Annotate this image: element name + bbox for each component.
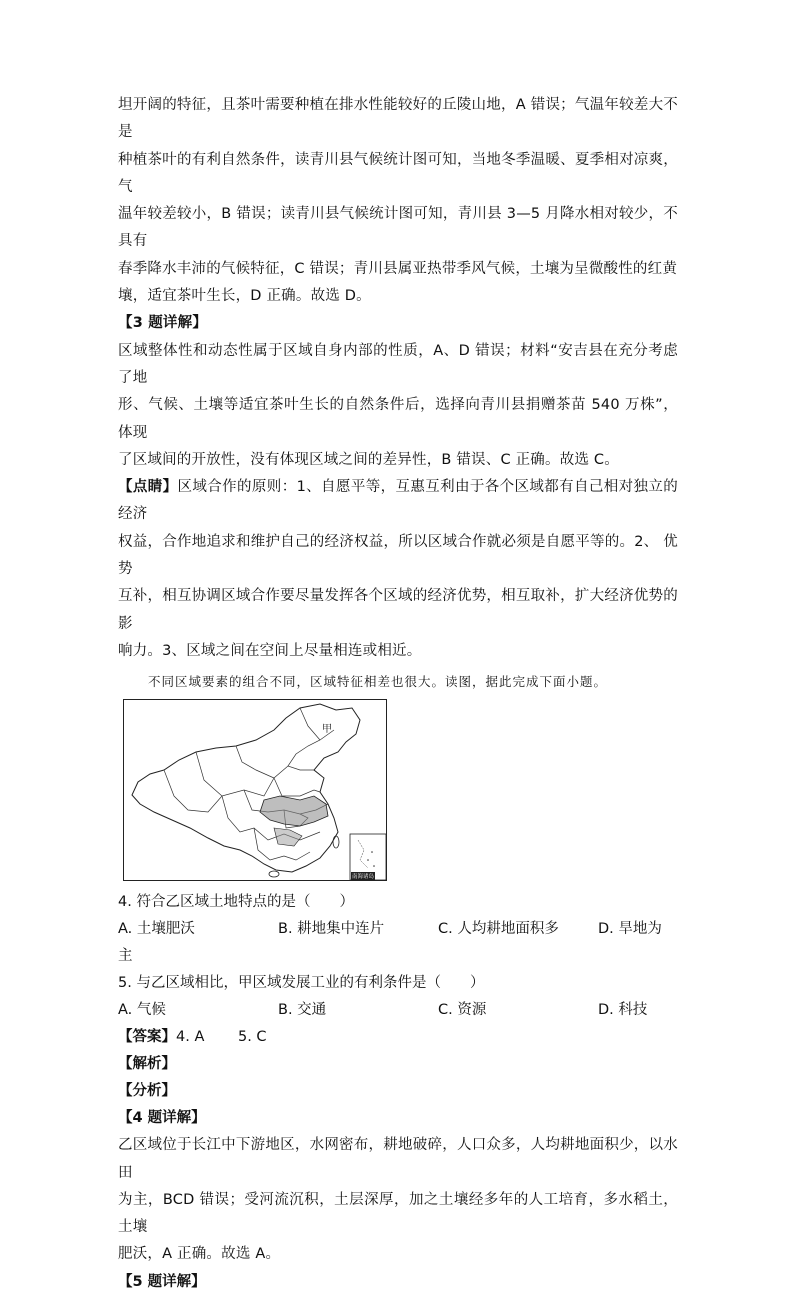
option-d: D. 科技 xyxy=(598,1002,648,1019)
fenxi-heading: 【分析】 xyxy=(118,1083,176,1100)
text-line: 春季降水丰沛的气候特征，C 错误；青川县属亚热带季风气候，土壤为呈微酸性的红黄 xyxy=(118,260,678,277)
option-b: B. 耕地集中连片 xyxy=(278,921,385,938)
text-line: 温年较差较小，B 错误；读青川县气候统计图可知，青川县 3—5 月降水相对较少，不具有 xyxy=(118,206,678,250)
region-label-jia: 甲 xyxy=(322,724,332,736)
question-4-options xyxy=(118,916,678,943)
answer-label: 【答案】 xyxy=(118,1029,176,1046)
question-intro: 不同区域要素的组合不同，区域特征相差也很大。读图，据此完成下面小题。 xyxy=(148,674,608,690)
option-a: A. 气候 xyxy=(118,1002,166,1019)
china-map-figure xyxy=(123,699,387,881)
question-5-stem: 5. 与乙区域相比，甲区域发展工业的有利条件是（ ） xyxy=(118,975,485,992)
paragraph-dianjing xyxy=(118,474,678,665)
option-c: C. 人均耕地面积多 xyxy=(438,921,559,938)
question-4-stem: 4. 符合乙区域土地特点的是（ ） xyxy=(118,894,354,911)
jiexi-heading: 【解析】 xyxy=(118,1056,176,1073)
text-line: 形、气候、土壤等适宜茶叶生长的自然条件后，选择向青川县捐赠茶苗 540 万株”， 体现 xyxy=(118,397,678,441)
document-page xyxy=(118,92,678,1296)
text-line: 肥沃，A 正确。故选 A。 xyxy=(118,1246,281,1263)
question-5-options xyxy=(118,997,678,1024)
option-d: D. 旱地为 xyxy=(598,921,662,938)
text-line: 种植茶叶的有利自然条件，读青川县气候统计图可知，当地冬季温暖、夏季相对凉爽，气 xyxy=(118,151,678,195)
q5-detail-heading: 【5 题详解】 xyxy=(118,1273,206,1290)
text-line: 响力。3、区域之间在空间上尽量相连或相近。 xyxy=(118,642,422,659)
text-line: 壤，适宜茶叶生长，D 正确。故选 D。 xyxy=(118,288,371,305)
china-outline-map xyxy=(124,700,386,880)
text-line: 为主，BCD 错误；受河流沉积，土层深厚，加之土壤经多年的人工培育，多水稻土，土壤 xyxy=(118,1191,678,1236)
text-line: 乙区域位于长江中下游地区，水网密布，耕地破碎，人口众多，人均耕地面积少，以水田 xyxy=(118,1137,678,1181)
dianjing-label: 【点睛】 xyxy=(118,479,178,496)
option-a: A. 土壤肥沃 xyxy=(118,921,195,938)
text-line: 区域整体性和动态性属于区域自身内部的性质，A、D 错误；材料“安吉县在充分考虑了地 xyxy=(118,342,678,386)
answer-line xyxy=(118,1024,678,1051)
answer-text: 4. A 5. C xyxy=(176,1029,267,1046)
paragraph-q2-explanation xyxy=(118,92,678,310)
paragraph-q3-explanation xyxy=(118,338,678,474)
paragraph-q4-explanation xyxy=(118,1132,678,1268)
text-line: 区域合作的原则：1、自愿平等，互惠互利由于各个区域都有自己相对独立的经济 xyxy=(118,479,678,523)
text-line: 坦开阔的特征，且茶叶需要种植在排水性能较好的丘陵山地，A 错误；气温年较差大不是 xyxy=(118,97,678,141)
q4-detail-heading: 【4 题详解】 xyxy=(118,1110,206,1127)
text-line: 了区域间的开放性，没有体现区域之间的差异性，B 错误、C 正确。故选 C。 xyxy=(118,451,619,468)
inset-label: 南海诸岛 xyxy=(352,874,375,881)
option-d-wrap: 主 xyxy=(118,948,133,965)
option-b: B. 交通 xyxy=(278,1002,327,1019)
text-line: 权益，合作地追求和维护自己的经济权益，所以区域合作就必须是自愿平等的。2、 优势 xyxy=(118,533,678,578)
q3-detail-heading: 【3 题详解】 xyxy=(118,315,208,332)
option-c: C. 资源 xyxy=(438,1002,487,1019)
text-line: 互补，相互协调区域合作要尽量发挥各个区域的经济优势，相互取补，扩大经济优势的影 xyxy=(118,588,678,632)
